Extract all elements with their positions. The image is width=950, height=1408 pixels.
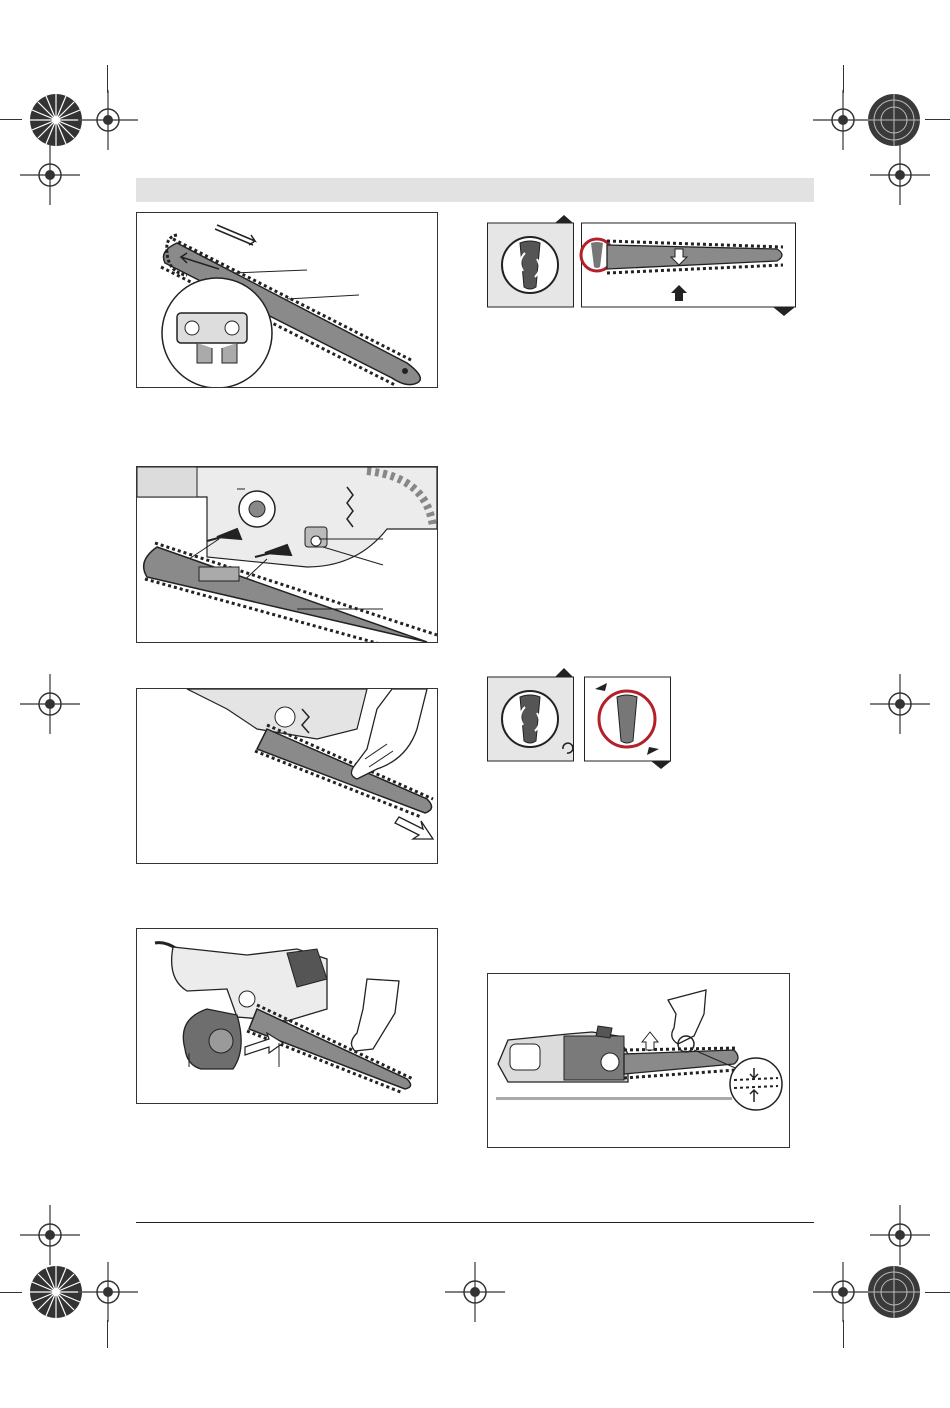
registration-mark-bottom-left-inner <box>78 1262 138 1322</box>
crop-line-top-right-v <box>843 65 844 93</box>
registration-mark-left-middle <box>20 674 80 734</box>
registration-mark-top-left-inner <box>78 90 138 150</box>
chain-cover <box>183 1009 241 1069</box>
registration-mark-bottom-center <box>445 1262 505 1322</box>
crop-line-top-left-h <box>0 119 22 120</box>
saw-body <box>172 947 327 1021</box>
crop-line-bottom-left-h <box>0 1292 22 1293</box>
chain-on-bar-illustration <box>136 212 438 388</box>
crop-line-bottom-right-v <box>843 1320 844 1348</box>
callout-line <box>287 295 359 299</box>
registration-mark-right-middle <box>870 674 930 734</box>
tension-knob-and-bar-illustration <box>487 213 799 319</box>
bar-panel <box>581 223 796 316</box>
crop-line-top-right-h <box>925 119 950 120</box>
detail-zoom-circle <box>162 278 272 387</box>
bar-stud <box>305 527 327 547</box>
detail-zoom-circle <box>730 1058 782 1110</box>
pull-direction-arrow <box>395 817 433 839</box>
attach-chain-cover-illustration <box>136 928 438 1104</box>
knob-panel-right <box>585 677 672 769</box>
registration-mark-bottom-left-outer <box>26 1262 86 1322</box>
knob-panel <box>488 215 574 307</box>
registration-mark-bottom-right-outer <box>864 1262 924 1322</box>
registration-mark-right-upper <box>870 145 930 205</box>
header-band <box>136 178 814 202</box>
ground-line <box>496 1097 732 1100</box>
lift-arrow <box>642 1032 658 1050</box>
callout-line <box>233 270 307 273</box>
check-chain-tension-illustration <box>487 973 790 1148</box>
crop-line-bottom-right-h <box>925 1292 950 1293</box>
knob-panel-left <box>488 668 574 761</box>
gloved-hand <box>351 979 399 1051</box>
gloved-hand-pull-bar-illustration <box>136 688 438 864</box>
registration-mark-right-lower <box>870 1205 930 1265</box>
tension-knob <box>239 491 275 527</box>
rotate-knob-illustration <box>487 665 677 770</box>
saw-body <box>187 689 367 739</box>
crop-line-bottom-left-v <box>107 1320 108 1348</box>
registration-mark-left-lower <box>20 1205 80 1265</box>
registration-mark-left-upper <box>20 145 80 205</box>
saw-body <box>498 1026 628 1082</box>
registration-mark-top-left-outer <box>26 90 86 150</box>
crop-line-top-left-v <box>107 65 108 93</box>
mount-bar-on-saw-illustration <box>136 466 438 643</box>
registration-mark-top-right-outer <box>864 90 924 150</box>
guide-bar-with-chain <box>624 1048 738 1078</box>
footer-rule <box>136 1222 814 1223</box>
